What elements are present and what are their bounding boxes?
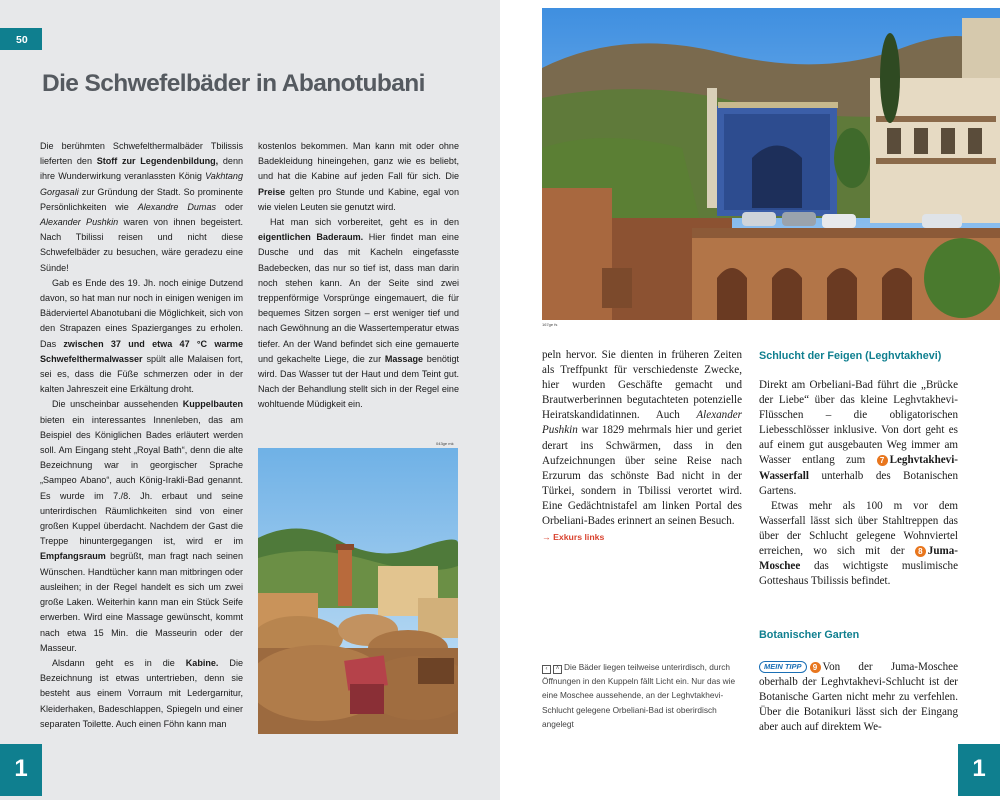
caption-arrow-up-icon: ˄ [553,665,562,674]
text-column-3: peln hervor. Sie dienten in früheren Zeiten als Treffpunkt für verschiedenste Zwecke, hier wurden Geschäfte gemacht und Brautwerberinnen begutachteten potenzielle Heiratskandidatinnen. Auch Alexander Pushkin war 1829 mehrmals hier und geriet derart ins Schwärmen, dass in den Aufzeichnungen über seine Reise nach Erzurum das schönste Bad nicht in der Türkei, sondern in Tbilissi verortet wird. Eine Gedächtnistafel am linken Portal des Orbeliani-Bades erinnert an seinen Besuch. → Exkurs links [542,348,742,545]
map-number-8-badge: 8 [915,546,926,557]
map-number-9-badge: 9 [810,662,821,673]
subheading: Botanischer Garten [759,629,860,641]
map-number-7-badge: 7 [877,455,888,466]
text-column-4: Direkt am Orbeliani-Bad führt die „Brücke der Liebe“ über das kleine Leghvtakhevi-Flüsschen – die obligatorischen Liebesschlösser inklusive. Von dort geht es auf einem gut ausgebauten Weg immer am Wasser entlang zum 7 Leghvtakhevi-Wasserfall unterhalb des Botanischen Gartens. Etwas mehr als 100 m vor dem Wasserfall lässt sich über Stahltreppen das über der Schlucht gelegene Wohnviertel erreichen, wo sich mit der 8 Juma-Moschee das wichtigste muslimische Gotteshaus Tbilissis befindet. [759,379,958,588]
text-column-5: MEIN TIPP 9 Von der Juma-Moschee oberhalb der Leghvtakhevi-Schlucht ist der Botanische Garten nicht mehr zu verfehlen. Über die Botanikuri lässt sich der Eingang aber auch auf direktem We- [759,661,958,734]
photo-caption [542,660,747,731]
mein-tipp-badge: MEIN TIPP [759,661,807,673]
right-page [500,0,1000,800]
photo-credit: 043ge mk [436,441,454,446]
text-column-2: kostenlos bekommen. Man kann mit oder ohne Badekleidung hineingehen, ganz wie es beliebt, und hat die Kabine auf jeden Fall für sich. Die Preise gelten pro Stunde und Kabine, egal von wie vielen Leuten sie genutzt wird. Hat man sich vorbereitet, geht es in den eigentlichen Baderaum. Hier findet man eine Dusche und das mit Kacheln eingefasste Badebecken, das nur so tief ist, dass man darin noch stehen kann. An der Seite sind zwei treppenförmige Vorsprünge eingemauert, die für bequemes Sitzen sorgen – erst weniger tief und nach Gewöhnung an die Wassertemperatur etwas tiefer. An der Wand befindet sich eine gemauerte und gekachelte Liege, die zur Massage benötigt wird. Das Wasser tut der Haut und dem Teint gut. Nach der Behandlung stellt sich in der Regel eine wohltuende Müdigkeit ein. [258,141,459,410]
exkurs-link[interactable]: → Exkurs links [542,532,605,543]
photo-credit: 167ge fs [542,322,558,327]
page-number: 50 [0,28,42,50]
caption-arrow-left-icon: ‹ [542,665,551,674]
rooftop-domes-photo [258,448,458,734]
page-title: Die Schwefelbäder in Abanotubani [42,70,425,97]
section-tab: 1 [958,744,1000,796]
caption-text: Die Bäder liegen teilweise unterirdisch, durch Öffnungen in den Kuppeln fällt Licht ein. Nur das wie eine Moschee aussehende, an der Leghvtakhevi-Schlucht gelegene Orbeliani-Bad ist oberirdisch angelegt [542,662,736,729]
orbeliani-bath-photo [542,8,1000,320]
text-column-1: Die berühmten Schwefelthermalbäder Tbilissis lieferten den Stoff zur Legendenbildung, denn ihre Wunderwirkung veranlassten König Vakhtang Gorgasali zur Gründung der Stadt. So prominente Persönlichkeiten wie Alexandre Dumas oder Alexander Pushkin waren von ihnen begeistert. Nach Tbilissi reisen und nicht diese Schwefelbäder zu besuchen, wäre geradezu eine Sünde! Gab es Ende des 19. Jh. noch einige Dutzend davon, so hat man nur noch in einigen wenigen im Bäderviertel Abanotubani die Möglichkeit, sich von den Strapazen eines Spazierganges zu erholen. Das zwischen 37 und etwa 47 °C warme Schwefelthermalwasser spült alle Malaisen fort, sei es, dass die Füße schmerzen oder in der kalten Jahreszeit eine Erkältung droht. Die unscheinbar aussehenden Kuppelbauten bieten ein interessantes Innenleben, das am Beispiel des Königlichen Bades erläutert werden soll. Am Eingang steht „Royal Bath“, denn die alte Bezeichnung war in georgischer Sprache „Sampeo Abano“, auch König-Irakli-Bad genannt. Es wurde im 7./8. Jh. erbaut und seine unterirdischen Räumlichkeiten sind von einer großen Kuppel überdacht. Nachdem der Gast die Treppe hinuntergegangen ist, wird er im Empfangsraum begrüßt, man fragt nach seinen Wünschen. Handtücher kann man mitbringen oder ausleihen; in der Regel handelt es sich um zwei große Laken. Weiterhin kann man ein Stück Seife erwerben. Wird eine Massage gewünscht, kommt nach etwa 15 Min. die Masseurin oder der Masseur. Alsdann geht es in die Kabine. Die Bezeichnung ist etwas untertrieben, denn sie besteht aus einem Vorraum mit Ledergarnitur, Kleiderhaken, Badeschlappen, Spiegeln und einer separaten Toilette. Auch einen Föhn kann man [40,141,244,729]
section-tab: 1 [0,744,42,796]
subheading: Schlucht der Feigen (Leghvtakhevi) [759,350,942,362]
